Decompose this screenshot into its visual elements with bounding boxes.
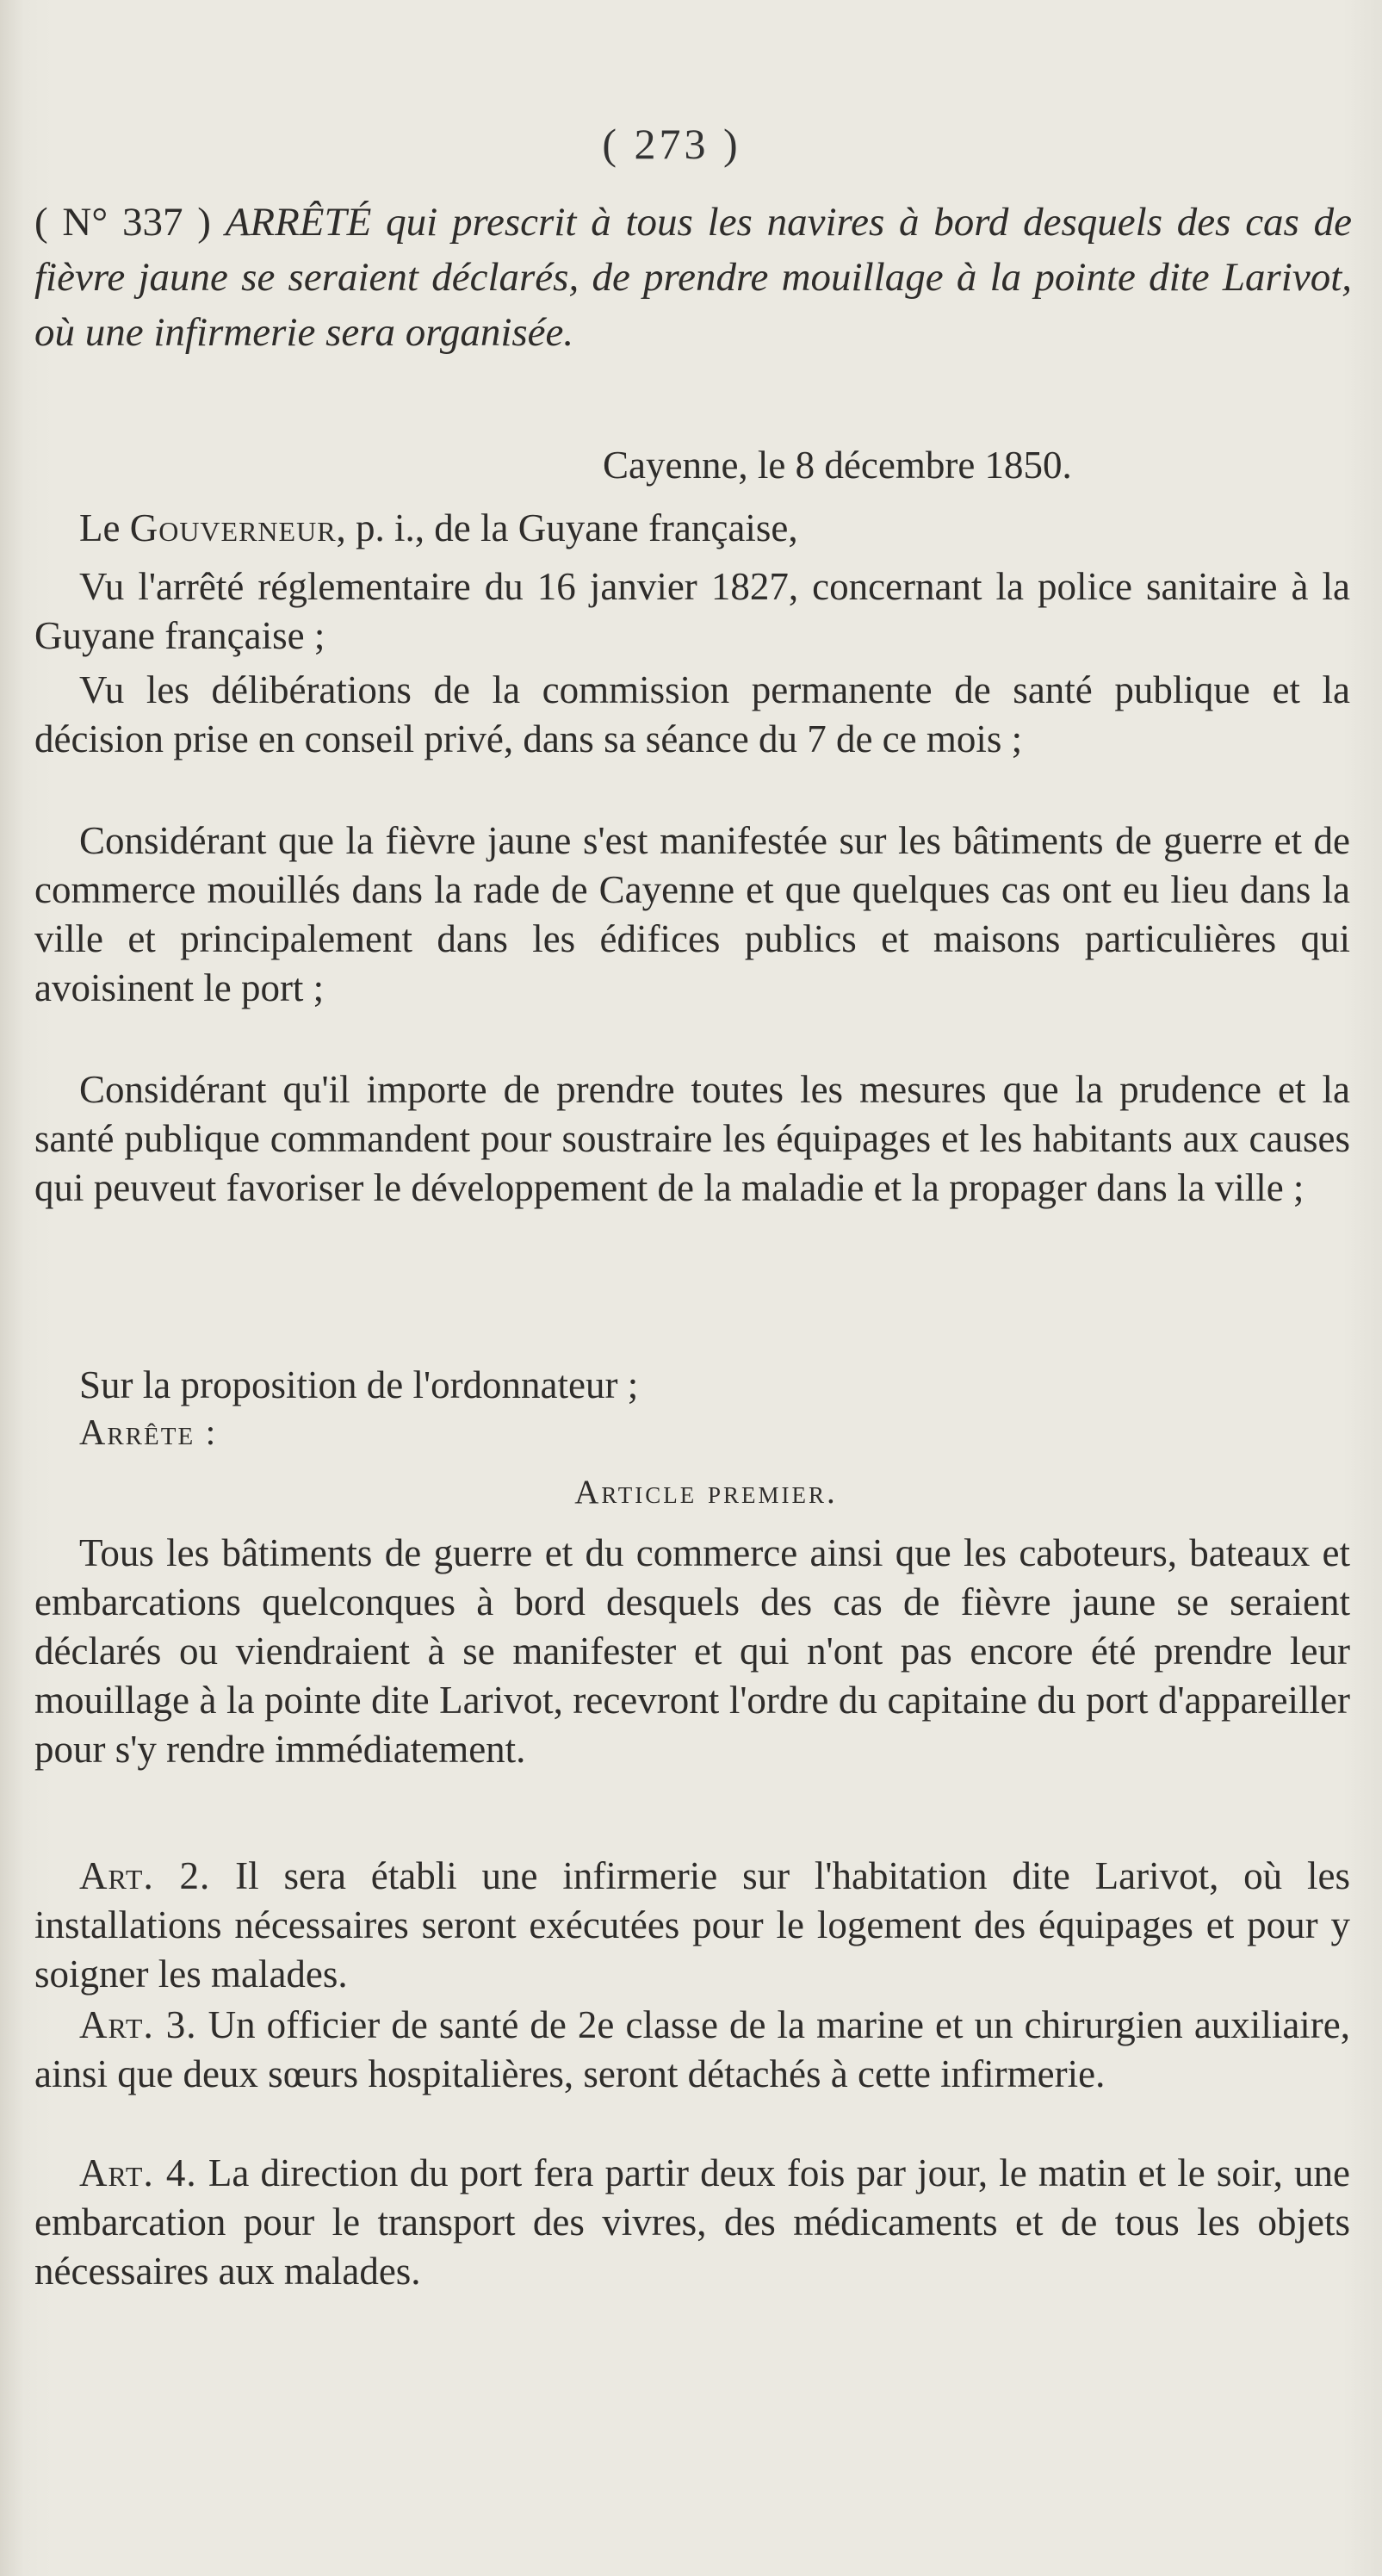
governor-line: Le Gouverneur, p. i., de la Guyane française,: [79, 506, 798, 549]
consideration-4: Considérant qu'il importe de prendre toutes les mesures que la prudence et la santé publique commandent pour soustraire les équipages et les habitants aux causes qui peuveut favoriser le développement de la maladie et la propager dans la ville ;: [34, 1068, 1350, 1209]
decree-title: ARRÊTÉ qui prescrit à tous les navires à bord desquels des cas de fièvre jaune se seraient déclarés, de prendre mouillage à la pointe dite Larivot, où une infirmerie sera organisée.: [34, 200, 1352, 355]
consideration-5: Sur la proposition de l'ordonnateur ;: [79, 1363, 639, 1406]
article-premier-title: Article premier.: [574, 1474, 838, 1511]
article-3-label: Art. 3.: [79, 2003, 197, 2046]
article-1-text: Tous les bâtiments de guerre et du commerce ainsi que les caboteurs, bateaux et embarcations quelconques à bord desquels des cas de fièvre jaune se seraient déclarés ou viendraient à se manifester et qui n'ont pas encore été prendre leur mouillage à la pointe dite Larivot, recevront l'ordre du capitaine du port d'appareiller pour s'y rendre immédiatement.: [34, 1531, 1350, 1771]
consideration-2: Vu les délibérations de la commission permanente de santé publique et la décision prise en conseil privé, dans sa séance du 7 de ce mois ;: [34, 668, 1350, 760]
article-2-label: Art. 2.: [79, 1854, 211, 1897]
page-number: ( 273 ): [602, 120, 741, 168]
place-date: Cayenne, le 8 décembre 1850.: [603, 444, 1072, 487]
decree-number: ( N° 337 ): [34, 200, 211, 245]
consideration-3: Considérant que la fièvre jaune s'est manifestée sur les bâtiments de guerre et de commerce mouillés dans la rade de Cayenne et que quelques cas ont eu lieu dans la ville et principalement dans les édifices publics et maisons particulières qui avoisinent le port ;: [34, 819, 1350, 1009]
article-3: Art. 3. Un officier de santé de 2e classe de la marine et un chirurgien auxiliaire, ainsi que deux sœurs hospitalières, seront détachés à cette infirmerie.: [34, 2003, 1351, 2095]
governor-title: Gouverneur: [129, 506, 337, 549]
arrete-label: Arrête :: [79, 1413, 218, 1453]
decree-heading: [34, 195, 1352, 360]
article-4-label: Art. 4.: [79, 2151, 197, 2194]
consideration-1: Vu l'arrêté réglementaire du 16 janvier 1827, concernant la police sanitaire à la Guyane française ;: [34, 565, 1350, 657]
article-2: Art. 2. Il sera établi une infirmerie sur l'habitation dite Larivot, où les installations nécessaires seront exécutées pour le logement des équipages et pour y soigner les malades.: [34, 1854, 1351, 1996]
article-4: Art. 4. La direction du port fera partir deux fois par jour, le matin et le soir, une embarcation pour le transport des vivres, des médicaments et de tous les objets nécessaires aux malades.: [34, 2151, 1351, 2293]
